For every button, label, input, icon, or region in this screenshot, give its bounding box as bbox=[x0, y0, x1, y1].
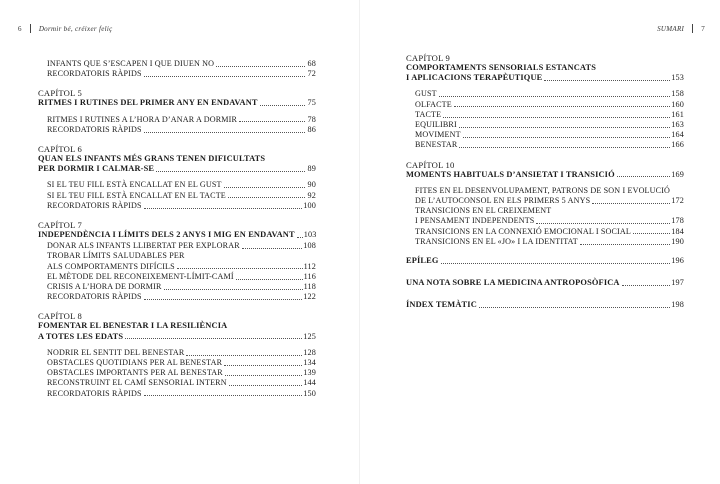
toc-section bbox=[406, 206, 684, 216]
page-number: 90 bbox=[307, 180, 316, 190]
section-title: TRANSICIONS EN LA CONNEXIÓ EMOCIONAL I SOCIAL bbox=[415, 226, 631, 236]
dot-leader bbox=[443, 117, 670, 118]
toc-section bbox=[38, 272, 316, 282]
chapter-label: CAPÍTOL 5 bbox=[38, 88, 83, 99]
section-title: OBSTACLES IMPORTANTS PER AL BENESTAR bbox=[47, 368, 223, 378]
page-number: 139 bbox=[303, 368, 316, 378]
toc-chapter bbox=[406, 53, 684, 151]
dot-leader bbox=[463, 137, 671, 138]
chapter-title-line bbox=[406, 73, 684, 83]
chapter-title-line bbox=[38, 321, 316, 331]
chapter-title-line bbox=[406, 278, 684, 288]
page-number: 178 bbox=[671, 216, 684, 226]
toc-section bbox=[38, 125, 316, 135]
page-number: 169 bbox=[671, 169, 684, 179]
chapter-title-line bbox=[38, 332, 316, 342]
left-toc-column bbox=[38, 53, 316, 399]
section-title: CRISIS A L’HORA DE DORMIR bbox=[47, 282, 162, 292]
dot-leader bbox=[144, 132, 305, 133]
section-title: GUST bbox=[415, 89, 437, 99]
right-page bbox=[360, 0, 720, 484]
page-number: 144 bbox=[303, 378, 316, 388]
chapter-title: EPÍLEG bbox=[406, 256, 439, 266]
section-title: RITMES I RUTINES A L’HORA D’ANAR A DORMIR bbox=[47, 114, 237, 124]
toc-entry bbox=[406, 256, 684, 266]
page-number: 184 bbox=[671, 226, 684, 236]
page-number: 92 bbox=[307, 190, 316, 200]
section-title: DONAR ALS INFANTS LLIBERTAT PER EXPLORAR bbox=[47, 241, 240, 251]
dot-leader bbox=[224, 187, 305, 188]
dot-leader bbox=[186, 355, 302, 356]
dot-leader bbox=[580, 244, 670, 245]
dot-leader bbox=[177, 268, 303, 269]
toc-section bbox=[38, 262, 316, 272]
left-page-number: 6 bbox=[18, 25, 22, 33]
toc-section bbox=[406, 216, 684, 226]
page-number: 122 bbox=[303, 292, 316, 302]
toc-chapter bbox=[38, 220, 316, 302]
chapter-title: INDEPENDÈNCIA I LÍMITS DELS 2 ANYS I MIG EN ENDAVANT bbox=[38, 230, 295, 240]
chapter-title-line bbox=[406, 63, 684, 73]
chapter-title: QUAN ELS INFANTS MÉS GRANS TENEN DIFICULTATS bbox=[38, 154, 266, 164]
chapter-title: FOMENTAR EL BENESTAR I LA RESILIÈNCIA bbox=[38, 321, 228, 331]
dot-leader bbox=[229, 385, 303, 386]
toc-section bbox=[38, 69, 316, 79]
dot-leader bbox=[536, 223, 670, 224]
dot-leader bbox=[144, 299, 303, 300]
section-title: MOVIMENT bbox=[415, 130, 461, 140]
toc-section bbox=[38, 201, 316, 211]
chapter-title: PER DORMIR I CALMAR-SE bbox=[38, 164, 155, 174]
section-title: TROBAR LÍMITS SALUDABLES PER bbox=[47, 251, 185, 261]
dot-leader bbox=[144, 76, 305, 77]
section-title: TRANSICIONS EN EL CREIXEMENT bbox=[415, 206, 552, 216]
page-number: 68 bbox=[307, 59, 316, 68]
toc-entry bbox=[406, 278, 684, 288]
page-number: 86 bbox=[307, 124, 316, 134]
page-number: 125 bbox=[303, 331, 316, 341]
page-number: 172 bbox=[671, 196, 684, 206]
section-title: OBSTACLES QUOTIDIANS PER AL BENESTAR bbox=[47, 358, 223, 368]
section-title: RECONSTRUINT EL CAMÍ SENSORIAL INTERN bbox=[47, 378, 227, 388]
toc-chapter bbox=[38, 59, 316, 79]
page-number: 160 bbox=[671, 99, 684, 109]
page-number: 196 bbox=[671, 256, 684, 266]
dot-leader bbox=[144, 208, 303, 209]
toc-section bbox=[38, 59, 316, 69]
section-list bbox=[406, 186, 684, 247]
toc-section bbox=[406, 130, 684, 140]
section-title: TACTE bbox=[415, 109, 442, 119]
toc-section bbox=[38, 292, 316, 302]
chapter-label: CAPÍTOL 10 bbox=[406, 159, 455, 170]
section-list bbox=[38, 115, 316, 135]
toc-section bbox=[406, 110, 684, 120]
page-number: 75 bbox=[307, 98, 316, 108]
page-number: 158 bbox=[671, 89, 684, 99]
section-title: INFANTS QUE S’ESCAPEN I QUE DIUEN NO bbox=[47, 59, 215, 68]
dot-leader bbox=[454, 106, 670, 107]
left-running-head bbox=[18, 24, 113, 33]
page-number: 128 bbox=[303, 347, 316, 357]
dot-leader bbox=[260, 105, 305, 106]
section-list bbox=[38, 241, 316, 302]
toc-section bbox=[38, 389, 316, 399]
chapter-label: CAPÍTOL 7 bbox=[38, 220, 83, 231]
dot-leader bbox=[228, 197, 305, 198]
section-title: RECORDATORIS RÀPIDS bbox=[47, 124, 142, 134]
right-running-head bbox=[657, 24, 705, 33]
section-list bbox=[38, 59, 316, 79]
toc-section bbox=[406, 89, 684, 99]
dot-leader bbox=[144, 395, 303, 396]
page-number: 103 bbox=[303, 230, 317, 240]
section-title: EL MÈTODE DEL RECONEIXEMENT-LÍMIT-CAMÍ bbox=[47, 271, 234, 281]
toc-section bbox=[38, 251, 316, 261]
book-running-title: Dormir bé, créixer feliç bbox=[38, 25, 113, 33]
page-number: 153 bbox=[671, 73, 684, 83]
dot-leader bbox=[459, 147, 670, 148]
dot-leader bbox=[239, 121, 305, 122]
chapter-title: A TOTES LES EDATS bbox=[38, 331, 124, 341]
chapter-title: RITMES I RUTINES DEL PRIMER ANY EN ENDAVANT bbox=[38, 98, 258, 108]
toc-section bbox=[38, 282, 316, 292]
chapter-title-line bbox=[406, 170, 684, 180]
dot-leader bbox=[156, 171, 305, 172]
section-running-title: SUMARI bbox=[657, 25, 685, 33]
dot-leader bbox=[216, 66, 305, 67]
section-title: ALS COMPORTAMENTS DIFÍCILS bbox=[47, 261, 175, 271]
chapter-label: CAPÍTOL 8 bbox=[38, 311, 83, 322]
section-title: RECORDATORIS RÀPIDS bbox=[47, 200, 142, 210]
page-number: 89 bbox=[307, 164, 316, 174]
toc-section bbox=[38, 378, 316, 388]
dot-leader bbox=[242, 248, 303, 249]
page-number: 166 bbox=[671, 140, 684, 150]
toc-section bbox=[406, 120, 684, 130]
toc-chapter bbox=[38, 144, 316, 211]
page-number: 164 bbox=[671, 130, 684, 140]
section-list bbox=[38, 348, 316, 399]
page-number: 198 bbox=[671, 300, 684, 310]
chapter-label: CAPÍTOL 6 bbox=[38, 144, 83, 155]
section-title: RECORDATORIS RÀPIDS bbox=[47, 388, 142, 398]
toc-chapter bbox=[38, 311, 316, 398]
toc-section bbox=[38, 368, 316, 378]
page-number: 163 bbox=[671, 120, 684, 130]
dot-leader bbox=[224, 365, 302, 366]
running-head-divider bbox=[30, 24, 31, 33]
section-title: OLFACTE bbox=[415, 99, 452, 109]
page-number: 190 bbox=[671, 236, 684, 246]
running-head-divider bbox=[692, 24, 693, 33]
dot-leader bbox=[297, 237, 303, 238]
dot-leader bbox=[617, 176, 671, 177]
page-number: 197 bbox=[671, 278, 684, 288]
dot-leader bbox=[441, 263, 671, 264]
chapter-title-line bbox=[406, 256, 684, 266]
chapter-title: COMPORTAMENTS SENSORIALS ESTANCATS bbox=[406, 63, 597, 72]
toc-entry bbox=[406, 300, 684, 310]
chapter-title: UNA NOTA SOBRE LA MEDICINA ANTROPOSÒFICA bbox=[406, 278, 620, 288]
page-number: 116 bbox=[303, 271, 316, 281]
toc-section bbox=[406, 237, 684, 247]
chapter-title-line bbox=[38, 230, 316, 240]
dot-leader bbox=[439, 96, 671, 97]
right-toc-column bbox=[406, 53, 684, 311]
toc-chapter bbox=[406, 160, 684, 247]
section-title: SI EL TEU FILL ESTÀ ENCALLAT EN EL GUST bbox=[47, 180, 222, 190]
page-number: 108 bbox=[303, 241, 316, 251]
chapter-title-line bbox=[38, 164, 316, 174]
toc-section bbox=[406, 196, 684, 206]
chapter-title: MOMENTS HABITUALS D’ANSIETAT I TRANSICIÓ bbox=[406, 169, 615, 179]
page-number: 72 bbox=[307, 69, 316, 79]
section-title: TRANSICIONS EN EL «JO» I LA IDENTITAT bbox=[415, 236, 578, 246]
section-title: BENESTAR bbox=[415, 140, 458, 150]
section-title: FITES EN EL DESENVOLUPAMENT, PATRONS DE SON I EVOLUCIÓ bbox=[415, 185, 671, 195]
section-title: I PENSAMENT INDEPENDENTS bbox=[415, 216, 535, 226]
page-number: 100 bbox=[303, 200, 316, 210]
dot-leader bbox=[125, 338, 302, 339]
toc-section bbox=[38, 348, 316, 358]
section-list bbox=[38, 180, 316, 211]
dot-leader bbox=[633, 233, 670, 234]
page-number: 112 bbox=[303, 261, 316, 271]
toc-section bbox=[38, 180, 316, 190]
toc-section bbox=[406, 140, 684, 150]
chapter-title-line bbox=[406, 300, 684, 310]
right-page-number: 7 bbox=[701, 25, 705, 33]
dot-leader bbox=[622, 285, 671, 286]
section-list bbox=[406, 89, 684, 150]
toc-section bbox=[38, 191, 316, 201]
dot-leader bbox=[459, 127, 670, 128]
page-number: 118 bbox=[303, 282, 316, 292]
dot-leader bbox=[236, 279, 303, 280]
toc-section bbox=[38, 115, 316, 125]
section-title: SI EL TEU FILL ESTÀ ENCALLAT EN EL TACTE bbox=[47, 190, 226, 200]
toc-section bbox=[406, 227, 684, 237]
chapter-title-line bbox=[38, 154, 316, 164]
toc-section bbox=[406, 186, 684, 196]
toc-section bbox=[38, 241, 316, 251]
dot-leader bbox=[592, 203, 670, 204]
chapter-label: CAPÍTOL 9 bbox=[406, 53, 451, 63]
toc-section bbox=[406, 100, 684, 110]
dot-leader bbox=[164, 289, 303, 290]
dot-leader bbox=[479, 307, 670, 308]
section-title: NODRIR EL SENTIT DEL BENESTAR bbox=[47, 347, 185, 357]
toc-chapter bbox=[38, 88, 316, 135]
section-title: RECORDATORIS RÀPIDS bbox=[47, 292, 142, 302]
section-title: RECORDATORIS RÀPIDS bbox=[47, 69, 142, 79]
dot-leader bbox=[225, 375, 302, 376]
page-number: 134 bbox=[303, 358, 316, 368]
chapter-title: I APLICACIONS TERAPÈUTIQUE bbox=[406, 73, 543, 83]
chapter-title-line bbox=[38, 98, 316, 108]
dot-leader bbox=[544, 80, 670, 81]
section-title: EQUILIBRI bbox=[415, 120, 457, 130]
page-number: 150 bbox=[303, 388, 316, 398]
page-number: 161 bbox=[671, 109, 684, 119]
section-title: DE L’AUTOCONSOL EN ELS PRIMERS 5 ANYS bbox=[415, 196, 591, 206]
page-number: 78 bbox=[307, 114, 316, 124]
chapter-title: ÍNDEX TEMÀTIC bbox=[406, 300, 477, 310]
toc-section bbox=[38, 358, 316, 368]
